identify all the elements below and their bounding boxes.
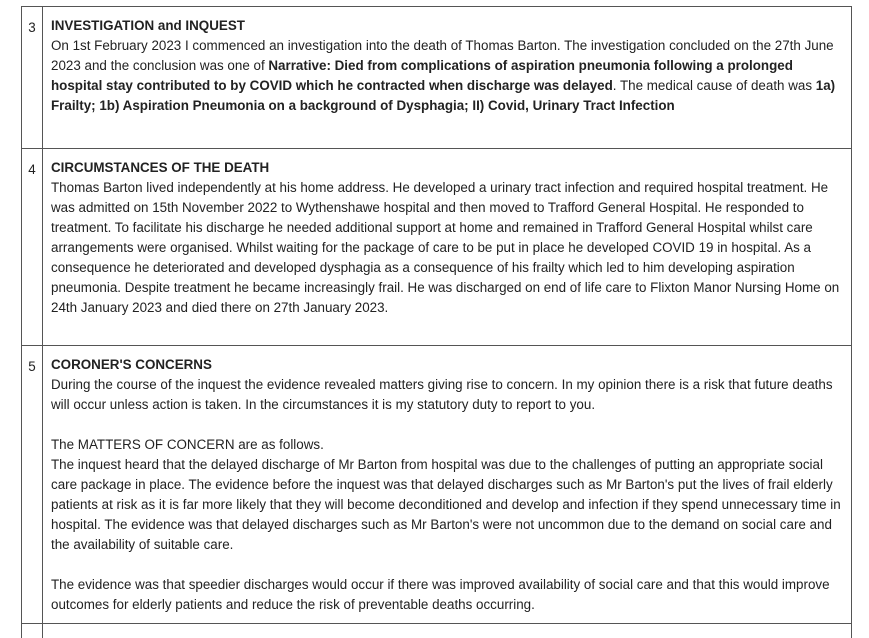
section-number: 5: [22, 346, 43, 624]
section-number: 3: [22, 7, 43, 149]
paragraph-gap: [51, 555, 847, 575]
section-heading: CIRCUMSTANCES OF THE DEATH: [51, 158, 847, 178]
section-row-circumstances: [22, 149, 852, 346]
section-content: [43, 7, 852, 149]
section-row-investigation: [22, 7, 852, 149]
matters-of-concern-intro: The MATTERS OF CONCERN are as follows.: [51, 435, 847, 455]
text-run: On 1st February 2023 I commenced an investigation into the death of Thomas Barton. The investigation concluded on the 27th June 2023 and the conclusion was one of: [51, 38, 834, 73]
text-run: . The medical cause of death was: [613, 78, 816, 93]
section-heading: CORONER'S CONCERNS: [51, 355, 847, 375]
circumstances-text: Thomas Barton lived independently at his home address. He developed a urinary tract infection and required hospital treatment. He was admitted on 15th November 2022 to Wythenshawe hospital and then moved to Trafford General Hospital. He responded to treatment. To facilitate his discharge he needed additional support at home and remained in Trafford General Hospital whilst care arrangements were organised. Whilst waiting for the package of care to be put in place he developed COVID 19 in hospital. As a consequence he deteriorated and developed dysphagia as a consequence of his frailty which led to him developing aspiration pneumonia. Despite treatment he became increasingly frail. He was discharged on end of life care to Flixton Manor Nursing Home on 24th January 2023 and died there on 27th January 2023.: [51, 178, 847, 318]
next-section-number-cell: [22, 624, 43, 638]
section-number: 4: [22, 149, 43, 346]
medical-cause-of-death: 1a) Frailty; 1b) Aspiration Pneumonia on a background of Dysphagia; II) Covid, Urinary Tract Infection: [51, 78, 835, 113]
section-row-concerns: [22, 346, 852, 624]
report-table: [21, 6, 852, 638]
concerns-paragraph: The inquest heard that the delayed discharge of Mr Barton from hospital was due to the challenges of putting an appropriate social care package in place. The evidence before the inquest was that delayed discharges such as Mr Barton's put the lives of frail elderly patients at risk as it is far more likely that they will become deconditioned and develop and infection if they spend unnecessary time in hospital. The evidence was that delayed discharges such as Mr Barton's were not uncommon due to the demand on social care and the availability of suitable care.: [51, 455, 847, 555]
section-heading: INVESTIGATION and INQUEST: [51, 16, 847, 36]
investigation-text: [51, 38, 835, 113]
concerns-paragraph: During the course of the inquest the evidence revealed matters giving rise to concern. In my opinion there is a risk that future deaths will occur unless action is taken. In the circumstances it is my statutory duty to report to you.: [51, 375, 847, 415]
concerns-paragraph: The evidence was that speedier discharges would occur if there was improved availability of social care and that this would improve outcomes for elderly patients and reduce the risk of preventable deaths occurring.: [51, 575, 847, 615]
section-content: [43, 346, 852, 624]
next-section-content-cell: [43, 624, 852, 638]
section-content: [43, 149, 852, 346]
conclusion-narrative: Narrative: Died from complications of aspiration pneumonia following a prolonged hospital stay contributed to by COVID which he contracted when discharge was delayed: [51, 58, 793, 93]
paragraph-gap: [51, 415, 847, 435]
next-section-row-partial: [22, 624, 852, 638]
